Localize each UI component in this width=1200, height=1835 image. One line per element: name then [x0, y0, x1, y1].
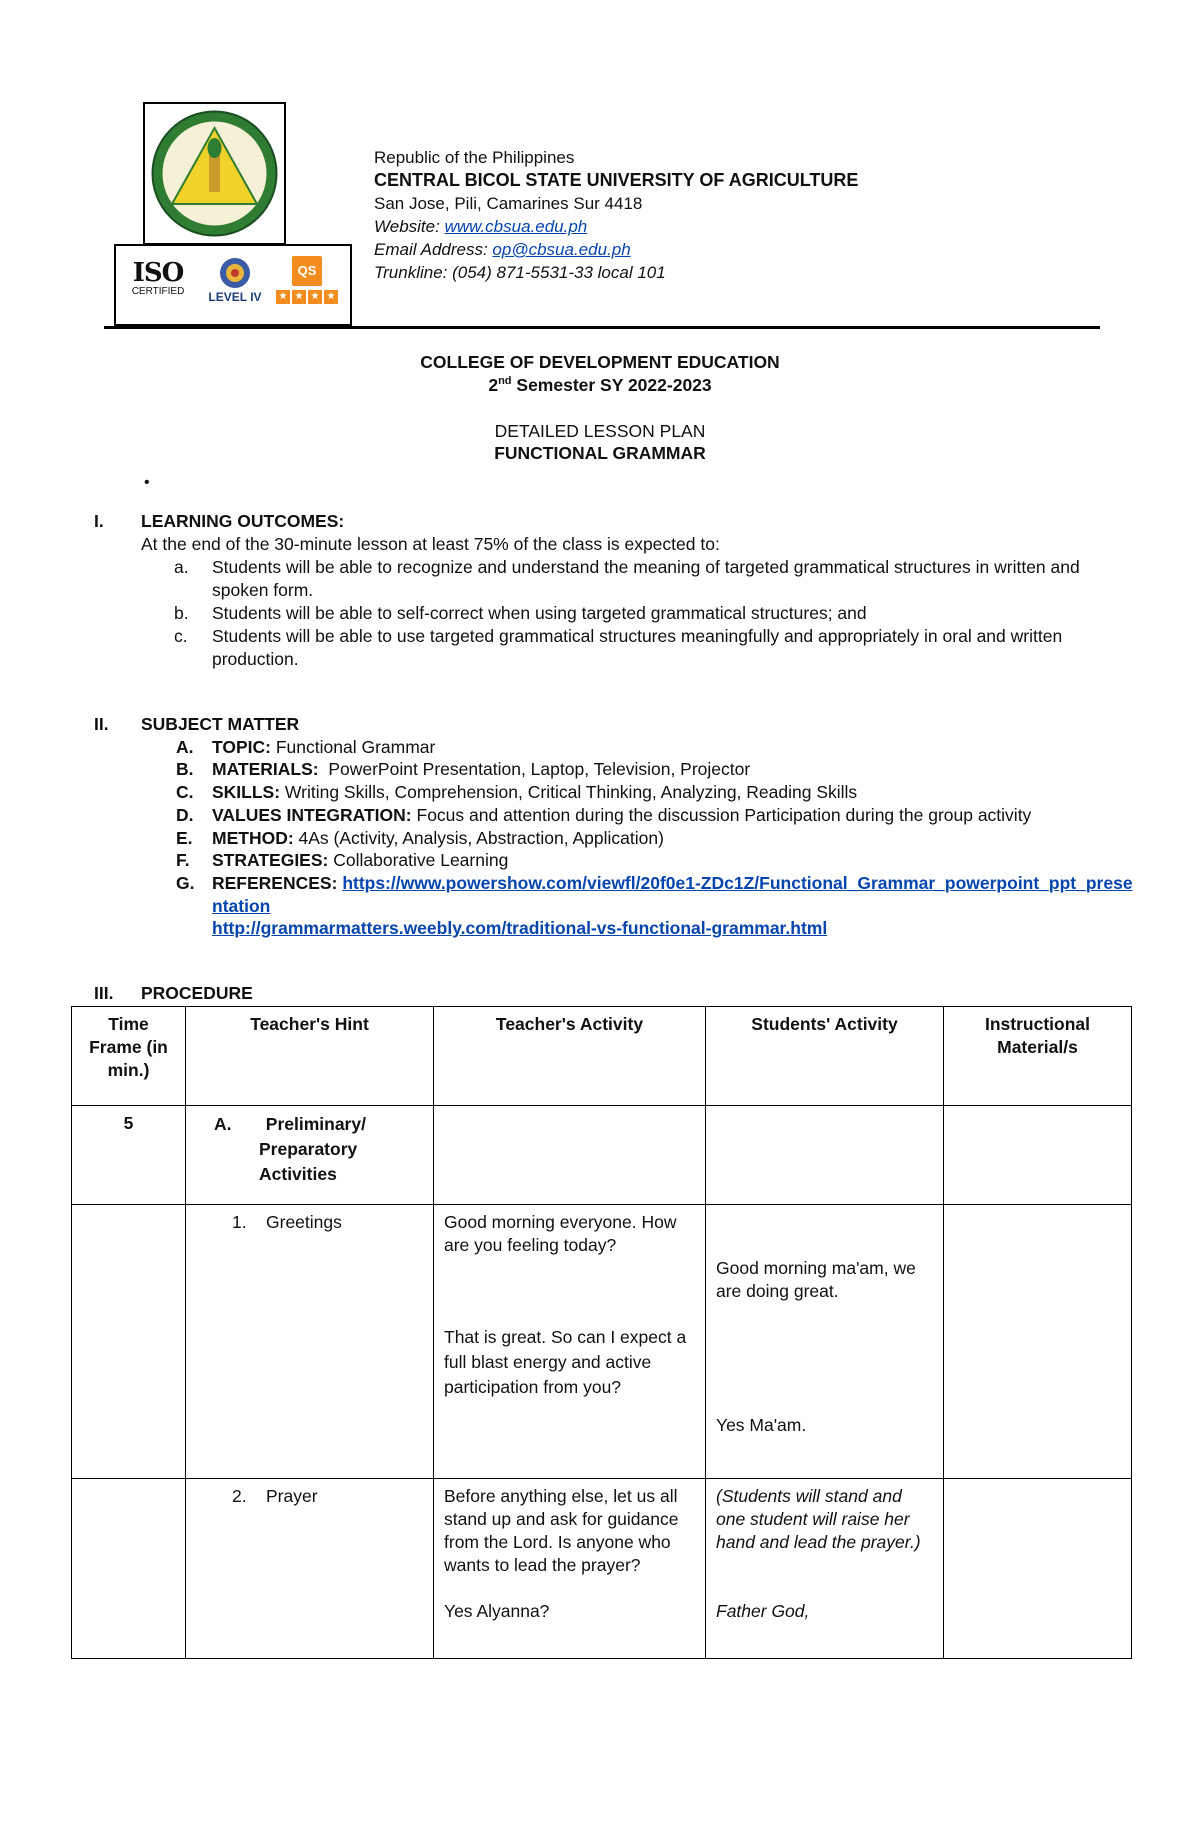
- teacher-line: Good morning everyone. How are you feeling today?: [444, 1212, 677, 1255]
- student-line: Father God,: [716, 1601, 810, 1621]
- subject-title: FUNCTIONAL GRAMMAR: [494, 443, 706, 463]
- section-title: PROCEDURE: [141, 983, 253, 1003]
- semester-text: Semester SY 2022-2023: [511, 375, 712, 395]
- email-link[interactable]: op@cbsua.edu.ph: [492, 240, 631, 259]
- table-header-row: [72, 1007, 1132, 1106]
- iso-badge-sublabel: CERTIFIED: [131, 286, 185, 297]
- column-header-students-activity: Students' Activity: [706, 1007, 944, 1106]
- qs-logo-icon: QS: [292, 256, 322, 286]
- outcomes-intro: At the end of the 30-minute lesson at least 75% of the class is expected to:: [141, 534, 720, 554]
- college-name: COLLEGE OF DEVELOPMENT EDUCATION: [420, 352, 780, 372]
- item-text: Writing Skills, Comprehension, Critical Thinking, Analyzing, Reading Skills: [280, 782, 858, 803]
- list-item: [94, 827, 1134, 850]
- materials-cell: [944, 1106, 1132, 1205]
- hint-text: [222, 1112, 423, 1187]
- level-badge-label: LEVEL IV: [208, 290, 262, 304]
- semester-number: 2: [488, 375, 499, 395]
- item-label: SKILLS:: [212, 782, 281, 803]
- university-address: San Jose, Pili, Camarines Sur 4418: [374, 194, 643, 213]
- list-item: [94, 602, 1134, 625]
- list-marker: C.: [176, 782, 194, 803]
- student-line: Yes Ma'am.: [716, 1415, 807, 1435]
- item-text: Collaborative Learning: [328, 850, 509, 871]
- website-label: Website:: [374, 217, 445, 236]
- item-label: METHOD:: [212, 827, 294, 848]
- hint-entry: [196, 1211, 423, 1234]
- list-item: [94, 804, 1134, 827]
- hint-text: Greetings: [266, 1212, 342, 1232]
- accreditation-badges: [114, 244, 352, 326]
- hint-marker: 1.: [232, 1212, 247, 1232]
- hint-entry: [196, 1485, 423, 1508]
- item-label: REFERENCES:: [212, 872, 338, 893]
- teacher-activity-cell: [434, 1479, 706, 1659]
- list-text: Students will be able to recognize and understand the meaning of targeted grammatical structures in written and spoken form.: [212, 557, 1080, 600]
- star-icon: ★: [308, 290, 322, 304]
- column-header-time-frame: Time Frame (in min.): [72, 1007, 186, 1106]
- plan-title: DETAILED LESSON PLAN: [494, 421, 706, 441]
- trunkline: Trunkline: (054) 871-5531-33 local 101: [374, 263, 666, 282]
- hint-marker: 2.: [232, 1486, 247, 1506]
- bullet-mark: •: [144, 474, 150, 491]
- column-header-teachers-activity: Teacher's Activity: [434, 1007, 706, 1106]
- list-item: [94, 781, 1134, 804]
- time-cell: 5: [72, 1106, 186, 1205]
- materials-cell: [944, 1479, 1132, 1659]
- list-item: [94, 556, 1134, 602]
- column-header-instructional-materials: Instructional Material/s: [944, 1007, 1132, 1106]
- teacher-line: Yes Alyanna?: [444, 1601, 550, 1621]
- reference-link-powershow[interactable]: https://www.powershow.com/viewfl/20f0e1-ZDc1Z/Functional_Grammar_powerpoint_ppt_presentation: [212, 872, 1133, 916]
- hint-label: Preliminary/ Preparatory Activities: [259, 1114, 366, 1184]
- university-seal-frame: [143, 102, 286, 245]
- website-line: [374, 215, 858, 238]
- item-text: Focus and attention during the discussion Participation during the group activity: [411, 804, 1032, 825]
- university-name: CENTRAL BICOL STATE UNIVERSITY OF AGRICULTURE: [374, 170, 859, 190]
- iso-badge: [130, 260, 186, 298]
- materials-cell: [944, 1205, 1132, 1479]
- item-label: STRATEGIES:: [212, 850, 329, 871]
- item-text: PowerPoint Presentation, Laptop, Television, Projector: [318, 759, 751, 780]
- student-line: (Students will stand and one student will raise her hand and lead the prayer.): [716, 1486, 921, 1552]
- student-activity-cell: [706, 1205, 944, 1479]
- qs-star-rating: [271, 290, 343, 304]
- student-activity-cell: [706, 1106, 944, 1205]
- teacher-activity-cell: [434, 1205, 706, 1479]
- section-title: LEARNING OUTCOMES:: [141, 511, 345, 531]
- teacher-activity-cell: [434, 1106, 706, 1205]
- university-header: [374, 146, 858, 284]
- hint-text: Prayer: [266, 1486, 318, 1506]
- semester-suffix: nd: [498, 375, 512, 388]
- reference-link-grammarmatters[interactable]: http://grammarmatters.weebly.com/traditional-vs-functional-grammar.html: [212, 918, 828, 939]
- website-link[interactable]: www.cbsua.edu.ph: [444, 217, 588, 236]
- list-text: Students will be able to self-correct when using targeted grammatical structures; and: [212, 603, 867, 623]
- time-cell: [72, 1205, 186, 1479]
- references-item: [94, 872, 1134, 940]
- list-marker: b.: [174, 603, 189, 623]
- university-seal-icon: [145, 104, 284, 243]
- hint-cell: [186, 1106, 434, 1205]
- item-text: 4As (Activity, Analysis, Abstraction, Application): [293, 827, 664, 848]
- hint-cell: [186, 1479, 434, 1659]
- star-icon: ★: [276, 290, 290, 304]
- subject-matter-section: [94, 713, 1134, 940]
- list-marker: F.: [176, 850, 190, 871]
- list-item: [94, 625, 1134, 671]
- section-number: III.: [94, 983, 114, 1003]
- email-line: [374, 238, 858, 261]
- procedure-heading: [94, 983, 694, 1004]
- list-marker: G.: [176, 872, 195, 893]
- header-divider: [104, 326, 1100, 329]
- list-text: Students will be able to use targeted grammatical structures meaningfully and appropriately in oral and written production.: [212, 626, 1063, 669]
- list-item: [94, 758, 1134, 781]
- table-row: [72, 1479, 1132, 1659]
- list-marker: B.: [176, 759, 194, 780]
- list-marker: E.: [176, 827, 193, 848]
- level-seal-icon: [218, 256, 252, 290]
- qs-stars-badge: [271, 256, 343, 304]
- hint-entry: [196, 1112, 423, 1187]
- column-header-teachers-hint: Teacher's Hint: [186, 1007, 434, 1106]
- iso-badge-label: ISO: [132, 258, 184, 288]
- star-icon: ★: [324, 290, 338, 304]
- email-label: Email Address:: [374, 240, 493, 259]
- list-item: [94, 849, 1134, 872]
- table-row: [72, 1205, 1132, 1479]
- item-label: TOPIC:: [212, 736, 271, 757]
- teacher-line: Before anything else, let us all stand up and ask for guidance from the Lord. Is anyone who wants to lead the prayer?: [444, 1486, 679, 1575]
- section-number: II.: [94, 714, 109, 734]
- time-cell: [72, 1479, 186, 1659]
- level-badge: [200, 256, 270, 304]
- student-activity-cell: [706, 1479, 944, 1659]
- learning-outcomes-section: [94, 510, 1134, 671]
- section-heading: [94, 713, 1134, 736]
- republic-line: Republic of the Philippines: [374, 148, 575, 167]
- list-marker: A.: [176, 736, 194, 757]
- hint-marker: A.: [214, 1114, 232, 1134]
- section-title: SUBJECT MATTER: [141, 714, 300, 734]
- list-item: [94, 736, 1134, 759]
- list-marker: a.: [174, 557, 189, 577]
- teacher-line: That is great. So can I expect a full blast energy and active participation from you?: [444, 1327, 687, 1397]
- section-number: I.: [94, 511, 104, 531]
- list-marker: D.: [176, 804, 194, 825]
- list-marker: c.: [174, 626, 188, 646]
- item-text: Functional Grammar: [271, 736, 436, 757]
- hint-cell: [186, 1205, 434, 1479]
- student-line: Good morning ma'am, we are doing great.: [716, 1258, 916, 1301]
- star-icon: ★: [292, 290, 306, 304]
- item-label: VALUES INTEGRATION:: [212, 804, 412, 825]
- semester-line: [0, 375, 1200, 396]
- table-row: [72, 1106, 1132, 1205]
- procedure-table: [71, 1006, 1132, 1659]
- section-heading: [94, 510, 1134, 533]
- item-label: MATERIALS:: [212, 759, 319, 780]
